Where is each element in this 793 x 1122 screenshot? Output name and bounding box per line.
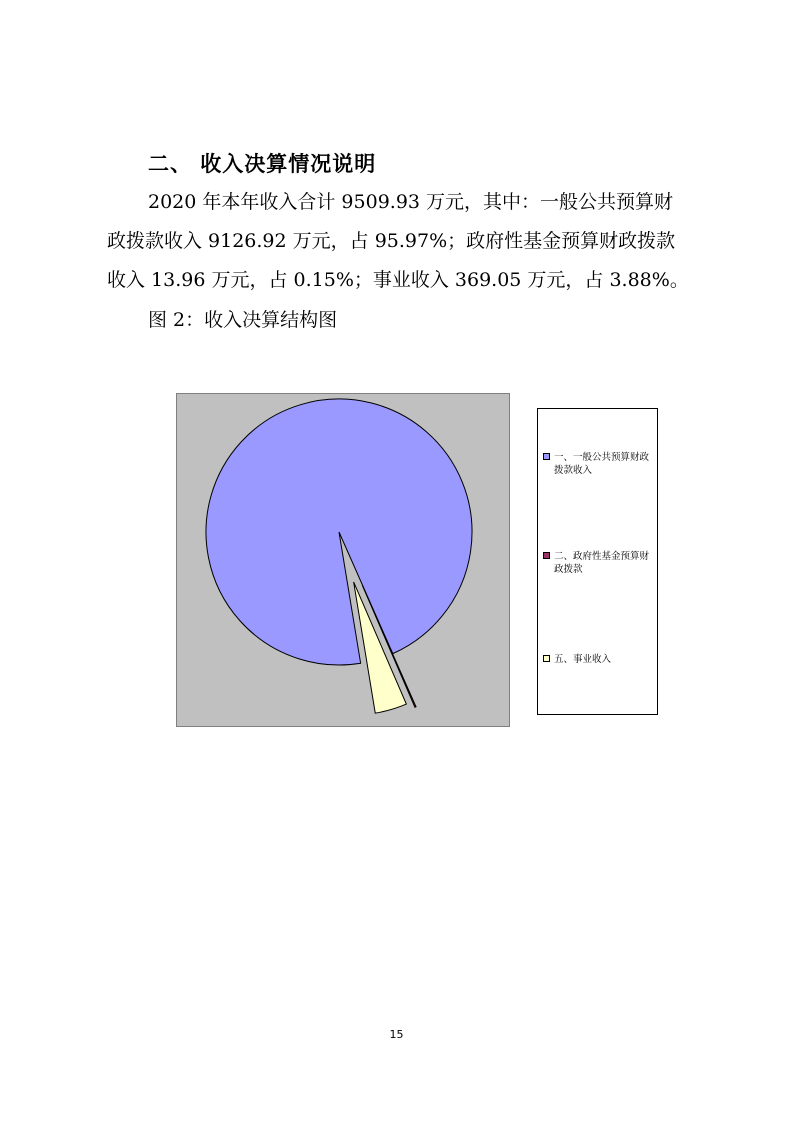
chart-legend [537, 408, 658, 715]
section-heading: 二、 收入决算情况说明 [148, 152, 377, 176]
legend-item-general-budget [543, 451, 655, 477]
pie-slice-general-budget [206, 399, 472, 665]
legend-label-government-fund: 二、政府性基金预算财政拨款 [554, 551, 650, 575]
legend-label-general-budget: 一、一般公共预算财政拨款收入 [554, 452, 650, 476]
paragraph-line-1: 2020 年本年收入合计 9509.93 万元，其中：一般公共预算财 [148, 191, 674, 213]
pie-chart-area [176, 393, 510, 727]
legend-item-operating-income [543, 653, 655, 666]
legend-item-government-fund [543, 550, 655, 576]
legend-swatch-general-budget [543, 453, 550, 460]
legend-swatch-operating-income [543, 655, 550, 662]
paragraph-line-3: 收入 13.96 万元，占 0.15%；事业收入 369.05 万元，占 3.88%。 [107, 269, 689, 291]
paragraph-line-2: 政拨款收入 9126.92 万元，占 95.97%；政府性基金预算财政拨款 [107, 230, 676, 252]
page-number: 15 [389, 1028, 404, 1041]
income-summary-paragraph [107, 183, 697, 300]
legend-label-operating-income: 五、事业收入 [554, 654, 612, 665]
figure-caption: 图 2：收入决算结构图 [148, 309, 338, 331]
pie-chart [177, 394, 511, 728]
legend-swatch-government-fund [543, 552, 550, 559]
